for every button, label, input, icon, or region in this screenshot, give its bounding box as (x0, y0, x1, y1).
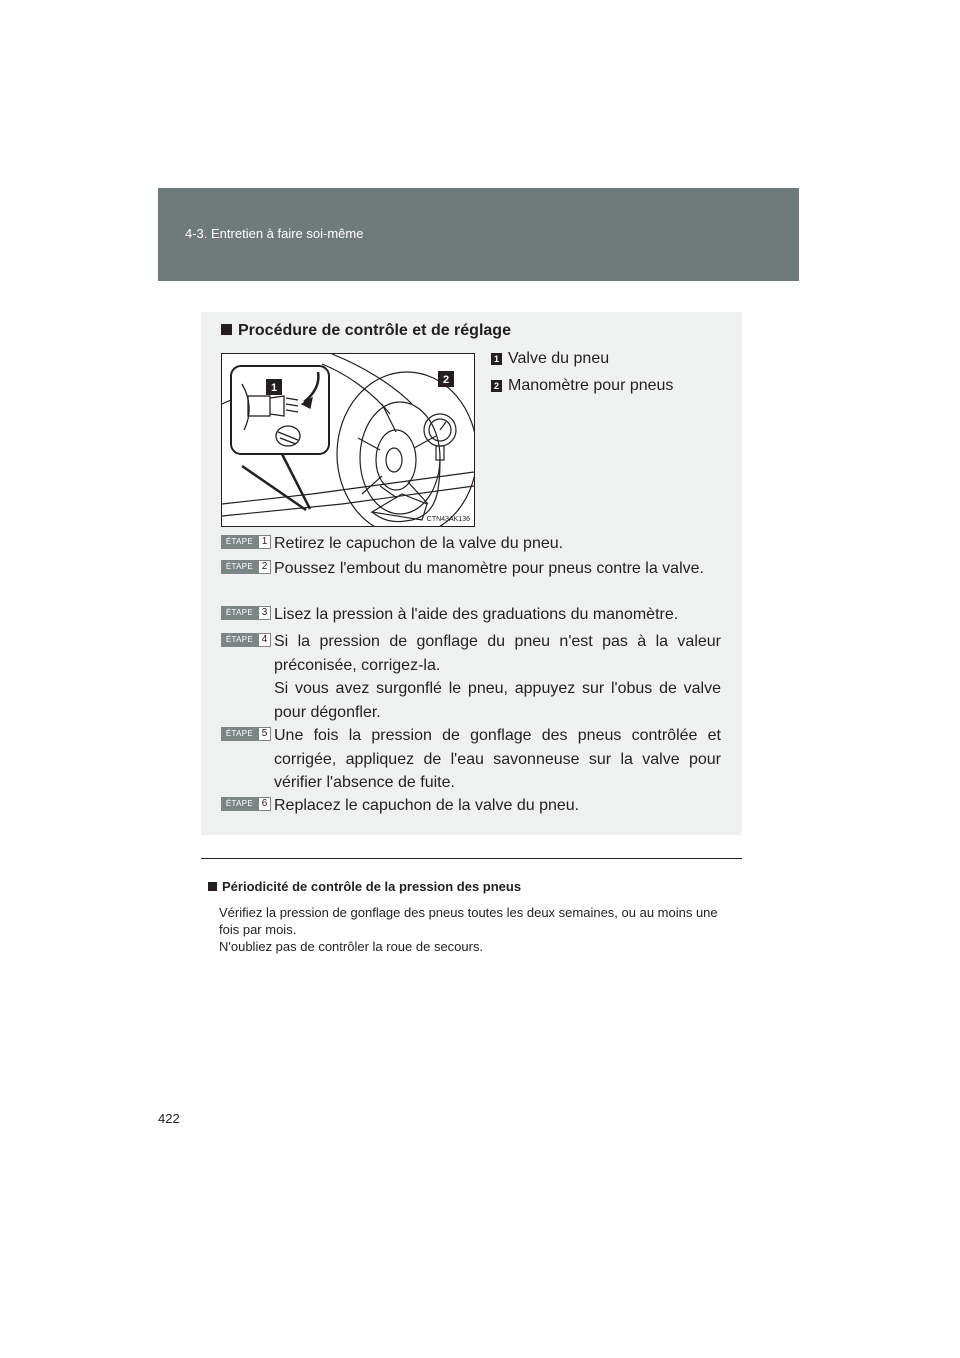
step-text: Si la pression de gonflage du pneu n'est pas à la valeur préconisée, corrigez-la. (274, 633, 721, 674)
section-divider (201, 858, 742, 859)
step-badge-number: 2 (259, 561, 270, 573)
frequency-line-2: N'oubliez pas de contrôler la roue de secours. (219, 939, 484, 954)
step-badge-label: ÉTAPE (225, 729, 254, 738)
section-header (158, 188, 799, 281)
square-bullet-icon (221, 324, 232, 335)
callout-2 (438, 371, 454, 387)
step-1 (221, 532, 721, 556)
step-text: Poussez l'embout du manomètre pour pneus contre la valve. (274, 560, 704, 577)
tire-gauge-drawing (222, 354, 474, 526)
step-badge-number: 4 (259, 634, 270, 646)
tire-valve-illustration (221, 353, 475, 527)
legend-label: Valve du pneu (508, 350, 610, 367)
procedure-title (221, 322, 511, 340)
step-text-note: Si vous avez surgonflé le pneu, appuyez sur l'obus de valve pour dégonfler. (274, 680, 721, 721)
step-6 (221, 794, 721, 818)
step-badge (221, 535, 271, 549)
procedure-panel (201, 312, 742, 835)
procedure-title-text: Procédure de contrôle et de réglage (238, 322, 511, 339)
callout-2-label: 2 (442, 374, 450, 386)
step-badge-number: 6 (259, 798, 270, 810)
frequency-body (219, 904, 739, 955)
step-badge (221, 560, 271, 574)
legend-number-2: 2 (491, 380, 502, 392)
step-badge-label: ÉTAPE (225, 608, 254, 617)
legend-item-gauge (491, 377, 673, 395)
step-badge (221, 633, 271, 647)
step-badge-number: 1 (259, 536, 270, 548)
step-badge-label: ÉTAPE (225, 635, 254, 644)
step-badge-label: ÉTAPE (225, 799, 254, 808)
step-badge (221, 797, 271, 811)
step-4 (221, 630, 721, 724)
page-number: 422 (158, 1111, 180, 1126)
step-badge (221, 606, 271, 620)
step-badge-number: 5 (259, 728, 270, 740)
step-3 (221, 603, 721, 627)
section-title: 4-3. Entretien à faire soi-même (185, 226, 364, 241)
legend-label: Manomètre pour pneus (508, 377, 674, 394)
legend-item-valve (491, 350, 609, 368)
frequency-title-text: Périodicité de contrôle de la pression des pneus (222, 879, 522, 894)
legend-number-1: 1 (491, 353, 502, 365)
step-2 (221, 557, 721, 581)
frequency-title (208, 879, 521, 894)
step-text: Une fois la pression de gonflage des pneus contrôlée et corrigée, appliquez de l'eau savonneuse sur la valve pour vérifier l'absence de fuite. (274, 727, 721, 791)
square-bullet-icon (208, 882, 217, 891)
callout-1-label: 1 (270, 382, 278, 394)
step-text: Lisez la pression à l'aide des graduations du manomètre. (274, 606, 679, 623)
step-badge-label: ÉTAPE (225, 562, 254, 571)
callout-1 (266, 379, 282, 395)
step-badge (221, 727, 271, 741)
figure-code: CTN43AK136 (426, 516, 470, 523)
step-text: Retirez le capuchon de la valve du pneu. (274, 535, 564, 552)
step-badge-label: ÉTAPE (225, 537, 254, 546)
frequency-line-1: Vérifiez la pression de gonflage des pneus toutes les deux semaines, ou au moins une fois par mois. (219, 905, 718, 937)
step-text: Replacez le capuchon de la valve du pneu. (274, 797, 580, 814)
step-badge-number: 3 (259, 607, 270, 619)
step-5 (221, 724, 721, 795)
